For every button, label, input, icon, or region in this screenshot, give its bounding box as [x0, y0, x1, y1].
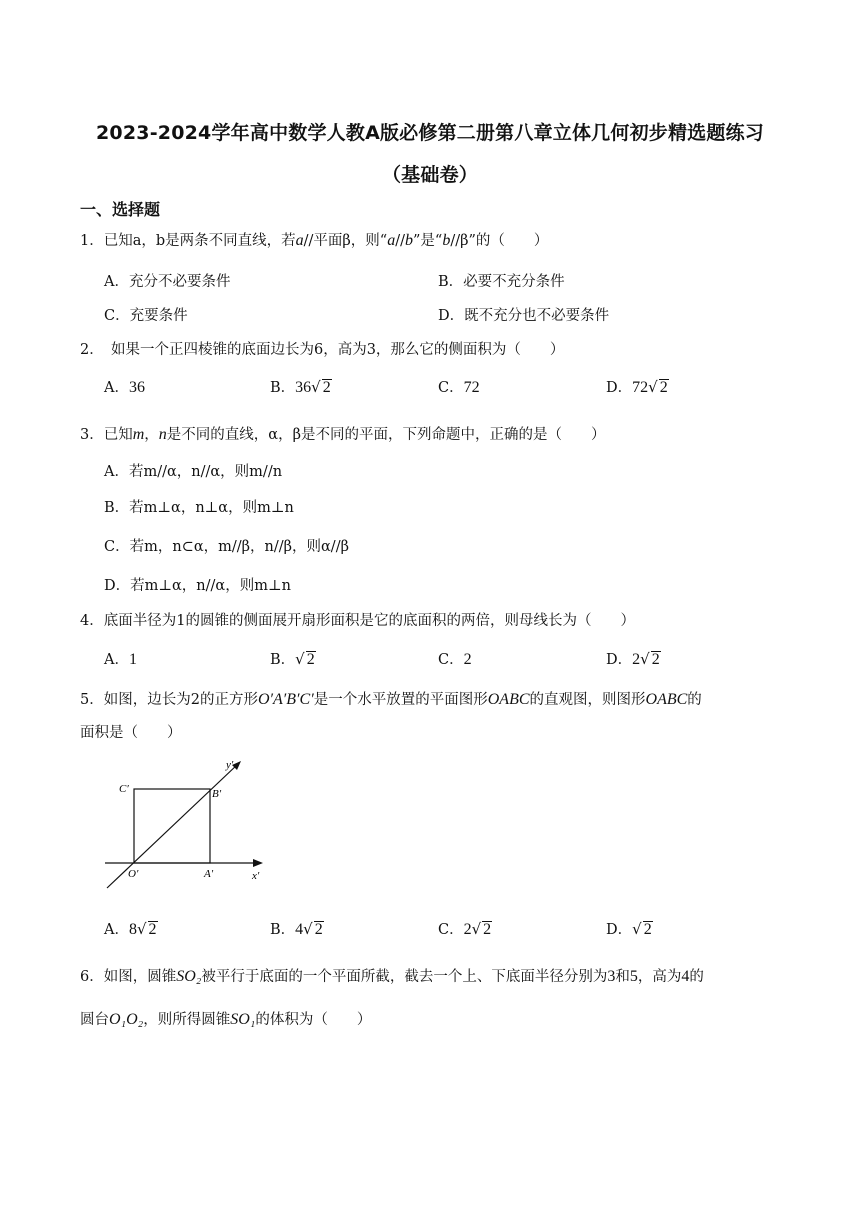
- question-2-option-a: A．36: [104, 379, 145, 396]
- question-4-option-a: A．1: [104, 651, 137, 668]
- question-5-figure: [95, 755, 275, 895]
- question-3-option-b: B．若m⊥α，n⊥α，则m⊥n: [104, 500, 294, 516]
- question-6-stem-line2: 圆台O₁O₂，则所得圆锥SO₁的体积为（ ）: [80, 1011, 372, 1028]
- label-b-prime: B′: [212, 788, 222, 800]
- question-5-stem: 5．如图，边长为2的正方形O′A′B′C′是一个水平放置的平面图形OABC的直观图，则图形OABC的: [80, 691, 702, 708]
- question-5-option-d: D．√ 2: [606, 920, 652, 938]
- question-1-option-c: C．充要条件: [104, 308, 188, 324]
- page-title: 2023-2024学年高中数学人教A版必修第二册第八章立体几何初步精选题练习: [96, 122, 764, 144]
- question-4-option-c: C．2: [438, 651, 472, 668]
- question-2-stem: 2． 如果一个正四棱锥的底面边长为6，高为3，那么它的侧面积为（ ）: [80, 342, 565, 358]
- label-c-prime: C′: [119, 783, 129, 795]
- section-heading-choice: 一、选择题: [80, 200, 161, 219]
- question-1-option-d: D．既不充分也不必要条件: [438, 308, 610, 324]
- x-axis-arrow: [253, 859, 263, 867]
- label-y-prime: y′: [226, 759, 234, 771]
- question-2-option-c: C．72: [438, 379, 480, 396]
- label-x-prime: x′: [252, 870, 260, 882]
- question-5-option-c: C．2√ 2: [438, 920, 492, 938]
- question-6-stem: 6．如图，圆锥SO₂被平行于底面的一个平面所截，截去一个上、下底面半径分别为3和5，高为4的: [80, 968, 704, 985]
- question-2-option-d: D．72√ 2: [606, 378, 668, 396]
- question-4-option-d: D．2√ 2: [606, 650, 660, 668]
- question-4-stem: 4．底面半径为1的圆锥的侧面展开扇形面积是它的底面积的两倍，则母线长为（ ）: [80, 613, 635, 629]
- question-3-option-a: A．若m//α，n//α，则m//n: [104, 464, 283, 480]
- question-3-stem: 3．已知m，n是不同的直线，α，β是不同的平面，下列命题中，正确的是（ ）: [80, 426, 606, 443]
- question-1-stem: 1．已知a，b是两条不同直线，若a//平面β，则“a//b”是“b//β”的（ ）: [80, 232, 549, 249]
- question-5-option-a: A．8√ 2: [104, 920, 157, 938]
- question-5-option-b: B．4√ 2: [270, 920, 323, 938]
- question-4-option-b: B．√ 2: [270, 650, 315, 668]
- question-1-option-b: B．必要不充分条件: [438, 274, 565, 290]
- page-subtitle: （基础卷）: [381, 164, 478, 186]
- question-2-option-b: B．36√ 2: [270, 378, 331, 396]
- question-3-option-c: C．若m，n⊂α，m//β，n//β，则α//β: [104, 539, 349, 555]
- question-3-option-d: D．若m⊥α，n//α，则m⊥n: [104, 578, 291, 594]
- label-a-prime: A′: [204, 868, 214, 880]
- label-o-prime: O′: [128, 868, 139, 880]
- question-5-stem-line2: 面积是（ ）: [80, 725, 182, 741]
- question-1-option-a: A．充分不必要条件: [104, 274, 231, 290]
